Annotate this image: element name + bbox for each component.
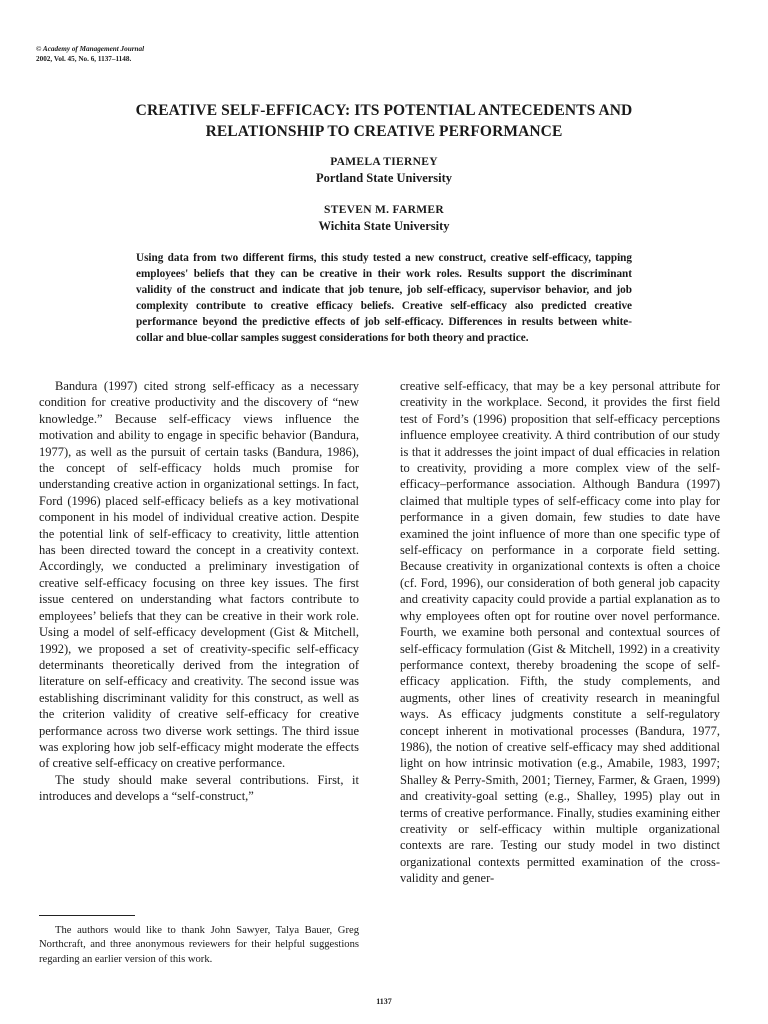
body-paragraph: Bandura (1997) cited strong self-efficacy as a necessary condition for creative productivity and the discovery of “new knowledge.” Because self-efficacy views influence the motivation and ability to engage in specific behavior (Bandura, 1977), as well as the pursuit of certain tasks (Bandura, 1986), the concept of self-efficacy holds much promise for understanding creative action in organizational settings. In fact, Ford (1996) placed self-efficacy beliefs as a key motivational component in his model of individual creative action. Despite the potential link of self-efficacy to creativity, little attention has been directed toward the concept in a creativity context. Accordingly, we conducted a preliminary investigation of creative self-efficacy focusing on three key issues. The first issue centered on understanding what factors contribute to employees’ beliefs that they can be creative in their work role. Using a model of self-efficacy development (Gist & Mitchell, 1992), we proposed a set of creativity-specific self-efficacy determinants theoretically derived from the integration of literature on self-efficacy and creativity. The second issue was establishing discriminant validity for this construct, as well as the criterion validity of creative self-efficacy for creative performance across two diverse work settings. The third issue was exploring how job self-efficacy might moderate the effects of creative self-efficacy on creative performance.: [39, 379, 359, 771]
author-block-1: [184, 154, 584, 186]
author-name: STEVEN M. FARMER: [324, 204, 444, 216]
journal-citation: [36, 44, 144, 64]
author-name: PAMELA TIERNEY: [330, 156, 438, 168]
body-paragraph: creative self-efficacy, that may be a key personal attribute for creativity in the workplace. Second, it provides the first field test of Ford’s (1996) proposition that self-efficacy perceptions influence employee creativity. A third contribution of our study is that it addresses the joint impact of dual efficacies in relation to creativity, providing a more complex view of the self-efficacy–performance association. Although Bandura (1997) claimed that multiple types of self-efficacy come into play for performance in a given domain, few studies to date have examined the joint influence of more than one specific type of self-efficacy on performance in a corporate field setting. Because creativity in organizational contexts is often a choice (cf. Ford, 1996), our consideration of both general job capacity and creativity capacity could provide a partial explanation as to why employees often opt for routine over novel performance. Fourth, we examine both personal and contextual sources of self-efficacy formulation (Gist & Mitchell, 1992) in a creativity performance context, thereby broadening the scope of self-efficacy application. Fifth, the study complements, and augments, other lines of creativity research in meaningful ways. As efficacy judgments constitute a self-regulatory concept inherent in motivational processes (Bandura, 1977, 1986), the notion of creative self-efficacy may shed additional light on how intrinsic motivation (e.g., Amabile, 1983, 1997; Shalley & Perry-Smith, 2001; Tierney, Farmer, & Graen, 1999) and creativity-goal setting (e.g., Shalley, 1995) play out in terms of creative performance. Finally, studies examining either creativity or self-efficacy within multiple organizational contexts are rare. Testing our study model in two distinct organizational contexts permitted examination of the cross-validity and gener-: [400, 379, 720, 886]
journal-name: © Academy of Management Journal: [36, 45, 145, 53]
footnote-divider: [39, 915, 135, 916]
body-paragraph: The study should make several contributions. First, it introduces and develops a “self-construct,”: [39, 772, 359, 804]
title-line-1: CREATIVE SELF-EFFICACY: ITS POTENTIAL ANTECEDENTS AND: [135, 102, 633, 119]
author-block-2: [184, 202, 584, 234]
footnote-text: The authors would like to thank John Sawyer, Talya Bauer, Greg Northcraft, and three anonymous reviewers for their helpful suggestions regarding an earlier version of this work.: [39, 925, 359, 965]
body-column-left: [39, 378, 359, 805]
page-number: 1137: [376, 997, 392, 1006]
author-affiliation: Portland State University: [315, 171, 453, 185]
article-title: [60, 100, 708, 142]
title-line-2: RELATIONSHIP TO CREATIVE PERFORMANCE: [205, 123, 563, 140]
footnote: [39, 924, 359, 967]
journal-volume: 2002, Vol. 45, No. 6, 1137–1148.: [36, 55, 132, 63]
author-affiliation: Wichita State University: [318, 219, 450, 233]
body-column-right: [400, 378, 720, 887]
abstract: Using data from two different firms, this study tested a new construct, creative self-efficacy, tapping employees' beliefs that they can be creative in their work roles. Results support the discriminant validity of the construct and indicate that job tenure, job self-efficacy, supervisor behavior, and job complexity contribute to creative efficacy beliefs. Creative self-efficacy also predicted creative performance beyond the predictive effects of job self-efficacy. Differences in results between white-collar and blue-collar samples suggest considerations for both theory and practice.: [136, 252, 632, 344]
